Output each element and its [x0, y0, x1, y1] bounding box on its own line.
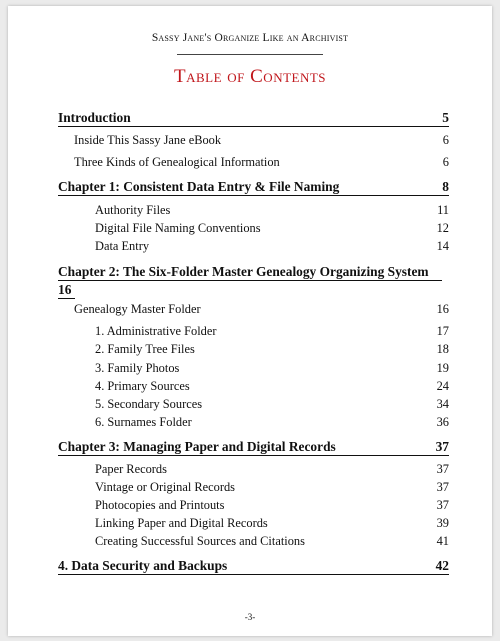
toc-entry-title: Authority Files [95, 203, 171, 217]
toc-entry[interactable] [58, 480, 449, 495]
toc-entry-page: 5 [442, 110, 449, 125]
toc-entry-page: 6 [442, 133, 449, 147]
toc-entry-page: 18 [436, 342, 449, 356]
toc-entry-title: Digital File Naming Conventions [95, 221, 261, 235]
toc-entry[interactable] [58, 361, 449, 376]
toc-entry-page: 37 [436, 498, 449, 512]
toc-entry-title: 6. Surnames Folder [95, 415, 192, 429]
toc-entry-title: Three Kinds of Genealogical Information [74, 155, 280, 169]
toc-entry[interactable] [58, 324, 449, 339]
toc-entry[interactable] [58, 462, 449, 477]
toc-entry-title: 4. Primary Sources [95, 379, 190, 393]
toc-entry-chapter-1[interactable] [58, 179, 449, 196]
toc-entry-title: 4. Data Security and Backups [58, 558, 228, 573]
toc-entry-chapter-2[interactable] [58, 263, 442, 299]
toc-entry[interactable] [58, 239, 449, 254]
toc-entry-page: 14 [436, 239, 449, 253]
toc-entry-page: 12 [436, 221, 449, 235]
toc-entry-page: 19 [436, 361, 449, 375]
toc-entry-page: 34 [436, 397, 449, 411]
toc-entry-introduction[interactable] [58, 110, 449, 127]
toc-entry[interactable] [58, 302, 449, 317]
toc-entry-page: 16 [58, 281, 75, 299]
toc-entry[interactable] [58, 155, 449, 170]
toc-entry-page: 17 [436, 324, 449, 338]
toc-entry-page: 42 [435, 558, 449, 573]
page-number: -3- [244, 612, 256, 622]
toc-entry-title: Paper Records [95, 462, 167, 476]
toc-entry-page: 11 [437, 203, 449, 217]
toc-entry[interactable] [58, 516, 449, 531]
toc-entry[interactable] [58, 133, 449, 148]
toc-entry-page: 16 [436, 302, 449, 316]
toc-entry-title: Chapter 3: Managing Paper and Digital Records [58, 439, 336, 454]
toc-entry-title: Linking Paper and Digital Records [95, 516, 268, 530]
toc-entry-page: 36 [436, 415, 449, 429]
toc-entry-title: 1. Administrative Folder [95, 324, 217, 338]
toc-entry[interactable] [58, 397, 449, 412]
toc-entry[interactable] [58, 498, 449, 513]
toc-title: Table of Contents [173, 66, 327, 87]
toc-entry-page: 37 [436, 480, 449, 494]
document-page [8, 6, 492, 636]
toc-entry[interactable] [58, 342, 449, 357]
toc-entry[interactable] [58, 534, 449, 549]
toc-entry-page: 41 [436, 534, 449, 548]
toc-entry-title: 2. Family Tree Files [95, 342, 195, 356]
toc-entry-page: 8 [442, 179, 449, 194]
toc-entry-page: 39 [436, 516, 449, 530]
toc-entry-page: 6 [442, 155, 449, 169]
toc-entry[interactable] [58, 415, 449, 430]
toc-entry-title: Inside This Sassy Jane eBook [74, 133, 222, 147]
toc-entry-title: 3. Family Photos [95, 361, 180, 375]
running-head: Sassy Jane's Organize Like an Archivist [151, 32, 349, 44]
toc-entry-title: Creating Successful Sources and Citations [95, 534, 305, 548]
toc-entry-title: Introduction [58, 110, 131, 125]
header-rule [177, 54, 323, 55]
toc-entry-title: Vintage or Original Records [95, 480, 235, 494]
toc-entry-page: 37 [435, 439, 449, 454]
toc-entry[interactable] [58, 379, 449, 394]
toc-entry-page: 24 [436, 379, 449, 393]
toc-entry-page: 37 [436, 462, 449, 476]
toc-entry[interactable] [58, 203, 449, 218]
toc-entry-title: Chapter 1: Consistent Data Entry & File Naming [58, 179, 340, 194]
toc-entry-chapter-4[interactable] [58, 558, 449, 575]
toc-entry[interactable] [58, 221, 449, 236]
toc-entry-title: Photocopies and Printouts [95, 498, 225, 512]
toc-entry-chapter-3[interactable] [58, 439, 449, 456]
toc-entry-title: Genealogy Master Folder [74, 302, 201, 316]
toc-entry-title: 5. Secondary Sources [95, 397, 203, 411]
toc-entry-title: Data Entry [95, 239, 150, 253]
toc-entry-title: Chapter 2: The Six-Folder Master Genealogy Organizing System [58, 263, 442, 281]
